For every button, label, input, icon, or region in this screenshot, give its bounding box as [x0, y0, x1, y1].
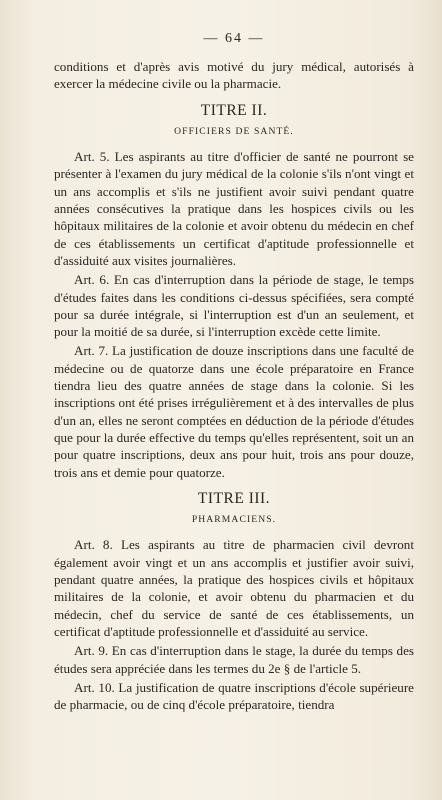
- page-number: — 64 —: [203, 31, 265, 46]
- article-6: Art. 6. En cas d'interruption dans la période de stage, le temps d'études faites dans les conditions ci-dessus spécifiées, sera compté pour sa durée intégrale, si l'interruption est d'un an seulement, et pour la moitié de sa durée, si l'interruption excède cette limite.: [54, 272, 414, 340]
- article-7: Art. 7. La justification de douze inscriptions dans une faculté de médecine ou de quatorze dans une école préparatoire en France tiendra lieu des quatre années de stage dans la colonie. Si les inscriptions ont été prises irrégulièrement et à des intervalles de plus d'un an, elles ne seront comptées en déduction de la période d'études que pour la durée effective du temps qu'elles représentent, soit un an pour quatre inscriptions, deux ans pour huit, trois ans pour douze, trois ans et demie pour quatorze.: [54, 343, 414, 480]
- article-8: Art. 8. Les aspirants au titre de pharmacien civil devront également avoir vingt et un ans accomplis et justifier avoir suivi, pendant quatre années, la pratique des hospices civils et hôpitaux militaires de la colonie, et avoir obtenu du pharmacien et du médecin, chef du service de santé de ces établissements, un certificat d'aptitude professionnelle et d'assiduité au service.: [54, 537, 414, 639]
- page-content: [54, 30, 414, 713]
- article-10: Art. 10. La justification de quatre inscriptions d'école supérieure de pharmacie, ou de cinq d'école préparatoire, tiendra: [54, 679, 414, 713]
- article-5: Art. 5. Les aspirants au titre d'officier de santé ne pourront se présenter à l'examen du jury médical de la colonie s'ils n'ont vingt et un ans accomplis et s'ils ne justifient avoir suivi pendant quatre années consécutives la pratique dans les hospices civils ou les hôpitaux militaires de la colonie et avoir obtenu du médecin en chef de ces établissements un certificat d'aptitude professionnelle et d'assiduité aux visites journalières.: [54, 149, 414, 268]
- section-title-titre-ii: TITRE II.: [200, 101, 268, 119]
- section-subtitle-officiers-de-sante: OFFICIERS DE SANTÉ.: [174, 125, 294, 137]
- section-title-titre-iii: TITRE III.: [197, 489, 271, 507]
- carryover-paragraph: conditions et d'après avis motivé du jury médical, autorisés à exercer la médecine civile ou la pharmacie.: [54, 59, 414, 92]
- article-9: Art. 9. En cas d'interruption dans le stage, la durée du temps des études sera appréciée dans les termes du 2e § de l'article 5.: [54, 643, 414, 676]
- section-subtitle-pharmaciens: PHARMACIENS.: [191, 514, 277, 526]
